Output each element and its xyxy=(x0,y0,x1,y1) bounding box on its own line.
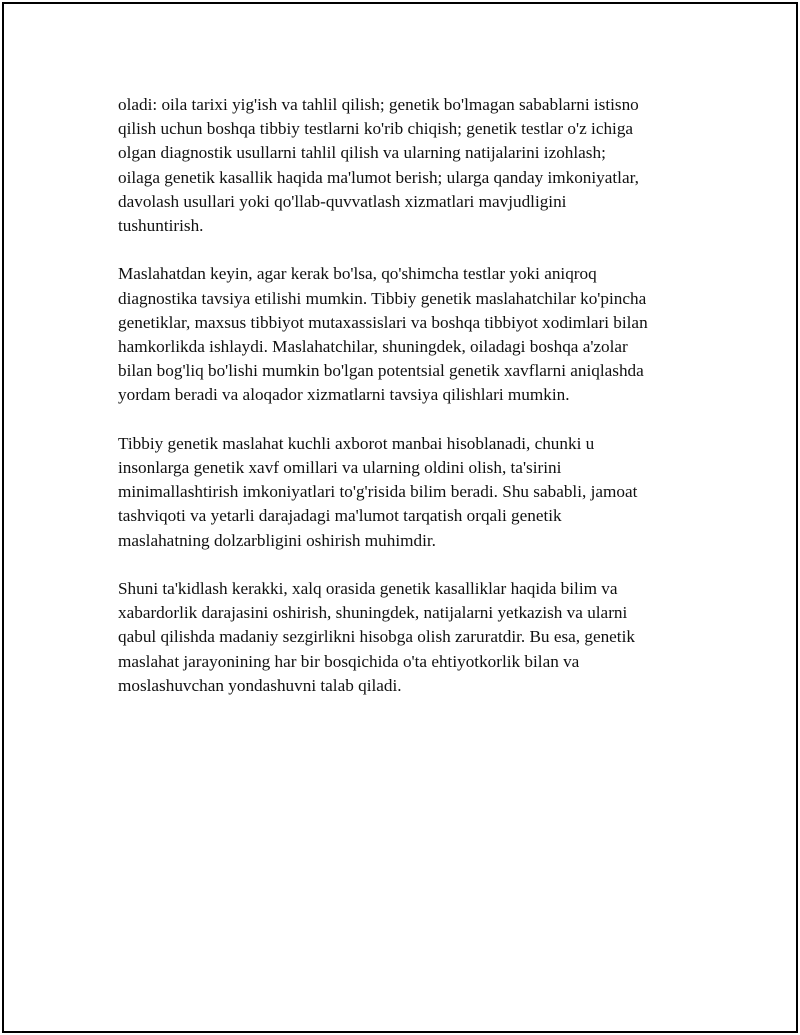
text-line: Shuni ta'kidlash kerakki, xalq orasida genetik kasalliklar haqida bilim va xyxy=(118,579,618,599)
text-line: olgan diagnostik usullarni tahlil qilish va ularning natijalarini izohlash; xyxy=(118,143,606,163)
text-line: qabul qilishda madaniy sezgirlikni hisobga olish zaruratdir. Bu esa, genetik xyxy=(118,627,635,647)
paragraph-4 xyxy=(118,577,698,698)
text-line: davolash usullari yoki qo'llab-quvvatlash xizmatlari mavjudligini xyxy=(118,191,567,211)
text-line: insonlarga genetik xavf omillari va ularning oldini olish, ta'sirini xyxy=(118,458,562,478)
text-line: tashviqoti va yetarli darajadagi ma'lumot tarqatish orqali genetik xyxy=(118,506,562,526)
paragraph-1 xyxy=(118,93,698,238)
text-line: Maslahatdan keyin, agar kerak bo'lsa, qo'shimcha testlar yoki aniqroq xyxy=(118,264,597,284)
text-line: minimallashtirish imkoniyatlari to'g'risida bilim beradi. Shu sababli, jamoat xyxy=(118,482,638,502)
text-line: moslashuvchan yondashuvni talab qiladi. xyxy=(118,675,402,695)
paragraph-3 xyxy=(118,432,698,553)
text-line: xabardorlik darajasini oshirish, shuningdek, natijalarni yetkazish va ularni xyxy=(118,603,628,623)
text-line: oilaga genetik kasallik haqida ma'lumot berish; ularga qanday imkoniyatlar, xyxy=(118,167,639,187)
text-line: tushuntirish. xyxy=(118,216,204,236)
text-line: maslahat jarayonining har bir bosqichida o'ta ehtiyotkorlik bilan va xyxy=(118,651,580,671)
document-body xyxy=(118,93,698,722)
paragraph-2 xyxy=(118,262,698,407)
text-line: bilan bog'liq bo'lishi mumkin bo'lgan potentsial genetik xavflarni aniqlashda xyxy=(118,361,644,381)
text-line: yordam beradi va aloqador xizmatlarni tavsiya qilishlari mumkin. xyxy=(118,385,570,405)
text-line: qilish uchun boshqa tibbiy testlarni ko'rib chiqish; genetik testlar o'z ichiga xyxy=(118,119,634,139)
text-line: maslahatning dolzarbligini oshirish muhimdir. xyxy=(118,530,436,550)
text-line: genetiklar, maxsus tibbiyot mutaxassislari va boshqa tibbiyot xodimlari bilan xyxy=(118,312,648,332)
text-line: diagnostika tavsiya etilishi mumkin. Tibbiy genetik maslahatchilar ko'pincha xyxy=(118,288,647,308)
text-line: hamkorlikda ishlaydi. Maslahatchilar, shuningdek, oiladagi boshqa a'zolar xyxy=(118,337,628,357)
text-line: oladi: oila tarixi yig'ish va tahlil qilish; genetik bo'lmagan sabablarni istisno xyxy=(118,95,639,114)
text-line: Tibbiy genetik maslahat kuchli axborot manbai hisoblanadi, chunki u xyxy=(118,433,595,453)
